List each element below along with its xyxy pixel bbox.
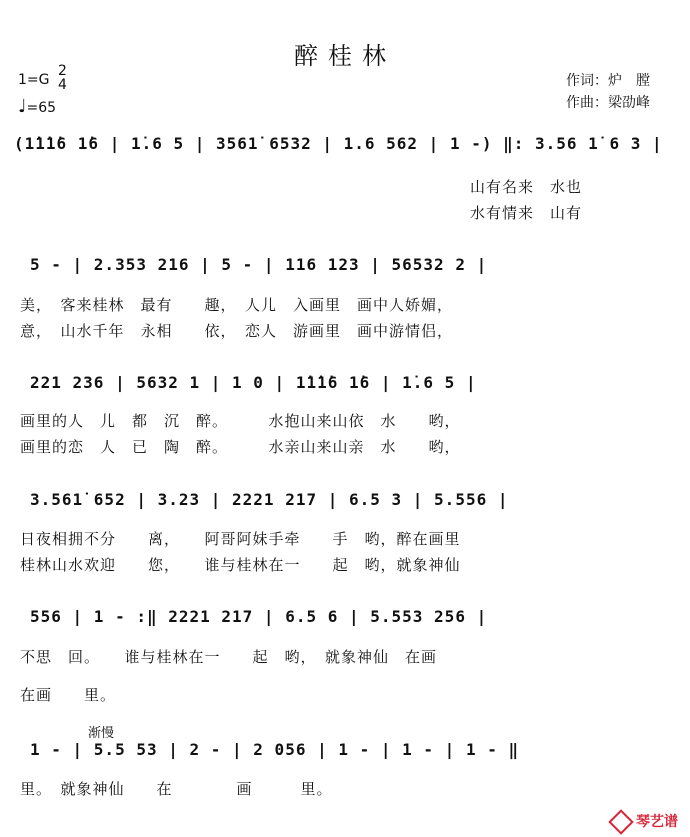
notation-line: 221 236 | 5632 1 | 1 0 | 1̇1̇1̇6 1̇6 | 1̇.6 5 | (30, 373, 477, 392)
tempo-marking (18, 96, 56, 117)
score-row-4 (0, 490, 690, 530)
time-sig-denominator: 4 (58, 77, 67, 93)
notation-line: 3.561̇ 652 | 3.23 | 2221 217 | 6.5 3 | 5.556 | (30, 490, 509, 509)
notation-line: 556 | 1 - :‖ 2221 217 | 6.5 6 | 5.553 256 | (30, 607, 488, 626)
key-signature: 1=G (18, 72, 50, 88)
lyric-verse-2: 画里的恋 人 已 陶 醉。 水亲山来山亲 水 哟， (20, 438, 461, 456)
time-signature (58, 64, 67, 92)
lyric-verse-1: 日夜相拥不分 离， 阿哥阿妹手牵 手 哟，醉在画里 (20, 530, 461, 548)
tempo-value: =65 (26, 100, 57, 116)
notation-line: 1 - | 5.5 53 | 2 - | 2 056 | 1 - | 1 - | 1 - ‖ (30, 740, 520, 759)
notation-line: 5 - | 2.353 216 | 5 - | 116 123 | 56532 2 | (30, 255, 488, 274)
lyric-verse-1: 山有名来 水也 (470, 178, 583, 196)
page-title: 醉桂林 (294, 42, 396, 70)
time-sig-numerator: 2 (58, 63, 67, 79)
watermark-text: 琴艺谱 (636, 814, 678, 830)
quarter-note-icon: ♩ (18, 96, 27, 117)
lyricist: 作词：炉 膛 (566, 73, 650, 89)
lyric-verse-1: 不思 回。 谁与桂林在一 起 哟， 就象神仙 在画 (20, 648, 438, 666)
logo-icon (608, 809, 633, 834)
score-row-6 (0, 740, 690, 780)
lyric-verse-2: 水有情来 山有 (470, 204, 583, 222)
lyric-verse-2: 在画 里。 (20, 686, 117, 704)
tempo-mark: 渐慢 (88, 726, 115, 741)
score-row-1 (0, 134, 690, 174)
score-row-2 (0, 255, 690, 295)
lyric-verse-2: 桂林山水欢迎 您， 谁与桂林在一 起 哟，就象神仙 (20, 556, 461, 574)
lyric-verse-1: 画里的人 儿 都 沉 醉。 水抱山来山依 水 哟， (20, 412, 461, 430)
watermark (612, 811, 678, 831)
composer: 作曲：梁劭峰 (566, 95, 650, 111)
score-row-5 (0, 607, 690, 647)
lyric-verse-1: 美， 客来桂林 最有 趣， 人儿 入画里 画中人娇媚， (20, 296, 454, 314)
lyric-verse-2: 意， 山水千年 永相 依， 恋人 游画里 画中游情侣， (20, 322, 454, 340)
lyric-line: 里。 就象神仙 在 画 里。 (20, 780, 333, 798)
score-row-3 (0, 373, 690, 413)
notation-line: (1̇1̇1̇6 1̇6 | 1̇.6 5 | 3561̇ 6532 | 1.6 562 | 1 -) ‖: 3.56 1̇ 6 3 | (14, 134, 663, 153)
